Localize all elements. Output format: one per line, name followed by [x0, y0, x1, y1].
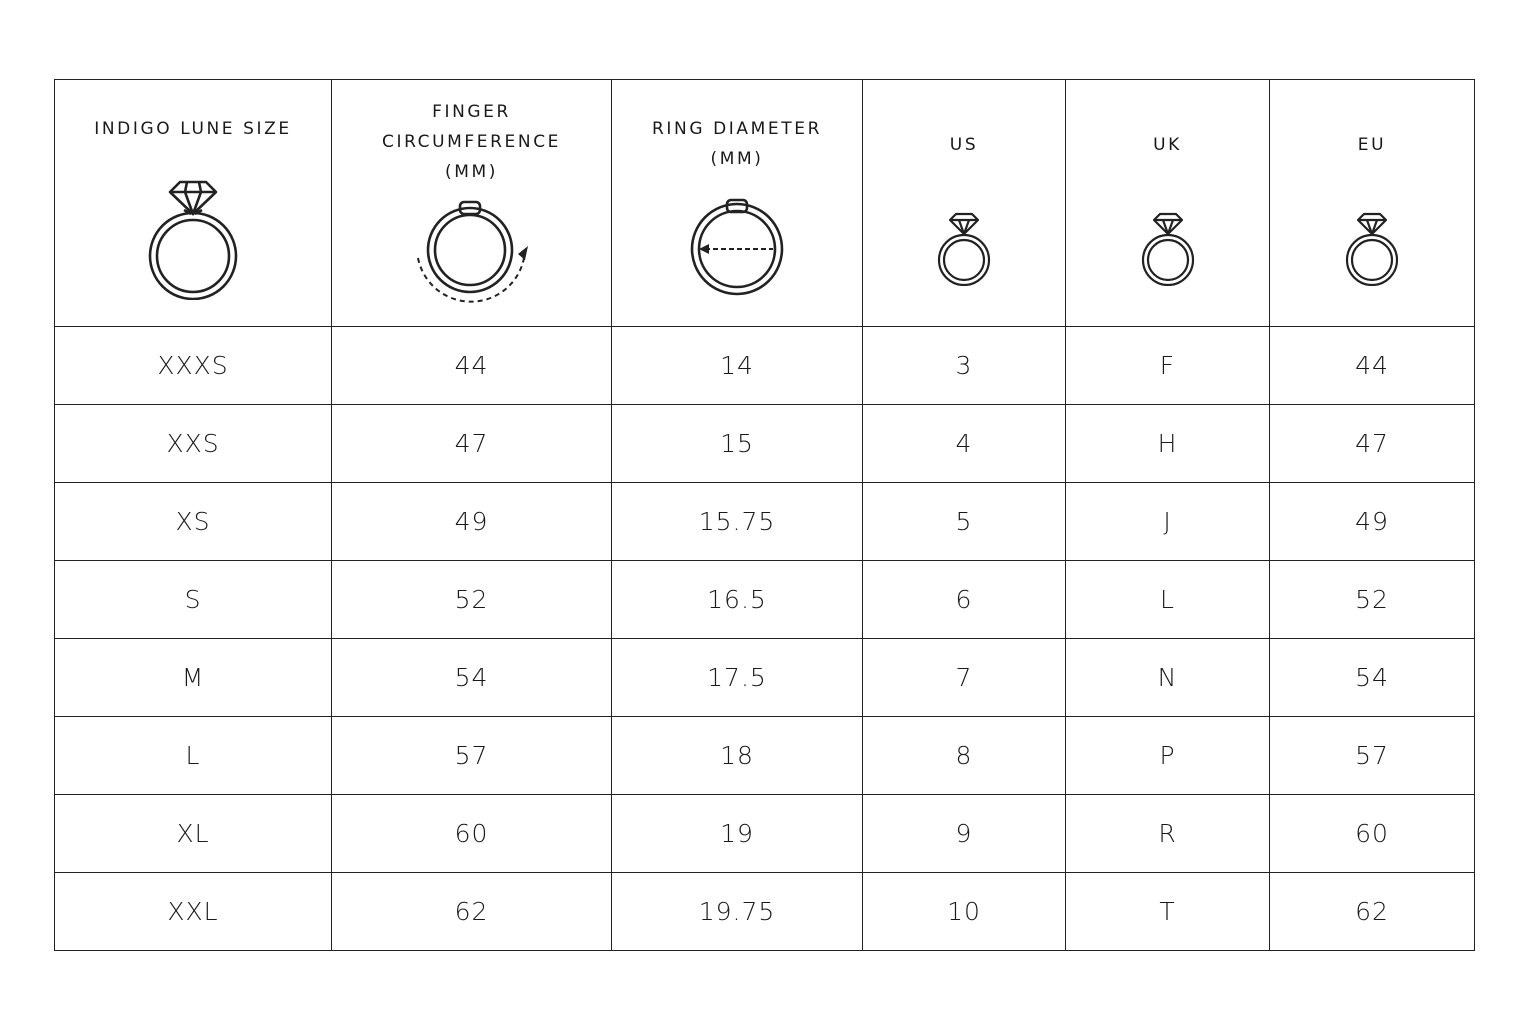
cell-circumference: 60: [332, 795, 612, 873]
cell-eu: 57: [1270, 717, 1475, 795]
table-row: [55, 717, 1475, 795]
cell-eu: 44: [1270, 327, 1475, 405]
cell-diameter: 14: [612, 327, 863, 405]
cell-circumference: 47: [332, 405, 612, 483]
cell-us: 8: [863, 717, 1066, 795]
cell-size: XXS: [55, 405, 332, 483]
cell-uk: J: [1066, 483, 1270, 561]
header-indigo-lune-size: [55, 80, 332, 327]
header-finger-circumference: [332, 80, 612, 327]
cell-circumference: 44: [332, 327, 612, 405]
cell-uk: P: [1066, 717, 1270, 795]
diamond-ring-icon: [1066, 210, 1269, 286]
header-eu: [1270, 80, 1475, 327]
cell-size: XXL: [55, 873, 332, 951]
table-row: [55, 639, 1475, 717]
cell-size: XL: [55, 795, 332, 873]
table-row: [55, 795, 1475, 873]
cell-size: XXXS: [55, 327, 332, 405]
cell-us: 7: [863, 639, 1066, 717]
header-label: RING DIAMETER (MM): [652, 119, 822, 169]
cell-diameter: 19.75: [612, 873, 863, 951]
header-uk: [1066, 80, 1270, 327]
header-label: FINGER CIRCUMFERENCE (MM): [381, 102, 562, 182]
cell-size: M: [55, 639, 332, 717]
table-row: [55, 873, 1475, 951]
header-row: [55, 80, 1475, 327]
header-label: EU: [1357, 135, 1387, 155]
table-row: [55, 483, 1475, 561]
cell-diameter: 17.5: [612, 639, 863, 717]
cell-size: S: [55, 561, 332, 639]
header-label: US: [949, 135, 979, 155]
cell-circumference: 49: [332, 483, 612, 561]
cell-us: 9: [863, 795, 1066, 873]
header-us: [863, 80, 1066, 327]
ring-circumference-icon: [332, 198, 611, 308]
cell-size: L: [55, 717, 332, 795]
ring-size-chart: [54, 79, 1475, 951]
cell-diameter: 19: [612, 795, 863, 873]
cell-diameter: 16.5: [612, 561, 863, 639]
cell-eu: 49: [1270, 483, 1475, 561]
cell-us: 3: [863, 327, 1066, 405]
cell-eu: 54: [1270, 639, 1475, 717]
cell-uk: N: [1066, 639, 1270, 717]
cell-diameter: 15: [612, 405, 863, 483]
diamond-ring-icon: [1270, 210, 1474, 286]
cell-circumference: 57: [332, 717, 612, 795]
cell-us: 6: [863, 561, 1066, 639]
ring-diameter-icon: [612, 197, 862, 297]
cell-size: XS: [55, 483, 332, 561]
cell-eu: 47: [1270, 405, 1475, 483]
cell-uk: F: [1066, 327, 1270, 405]
cell-uk: L: [1066, 561, 1270, 639]
diamond-ring-icon: [55, 174, 331, 300]
cell-eu: 62: [1270, 873, 1475, 951]
cell-diameter: 18: [612, 717, 863, 795]
cell-diameter: 15.75: [612, 483, 863, 561]
table-row: [55, 405, 1475, 483]
cell-eu: 60: [1270, 795, 1475, 873]
cell-us: 5: [863, 483, 1066, 561]
cell-uk: T: [1066, 873, 1270, 951]
diamond-ring-icon: [863, 210, 1065, 286]
cell-us: 10: [863, 873, 1066, 951]
cell-uk: H: [1066, 405, 1270, 483]
header-label: INDIGO LUNE SIZE: [94, 119, 292, 139]
table-row: [55, 561, 1475, 639]
table-row: [55, 327, 1475, 405]
header-label: UK: [1153, 135, 1182, 155]
cell-eu: 52: [1270, 561, 1475, 639]
cell-circumference: 52: [332, 561, 612, 639]
cell-uk: R: [1066, 795, 1270, 873]
header-ring-diameter: [612, 80, 863, 327]
cell-us: 4: [863, 405, 1066, 483]
cell-circumference: 54: [332, 639, 612, 717]
cell-circumference: 62: [332, 873, 612, 951]
